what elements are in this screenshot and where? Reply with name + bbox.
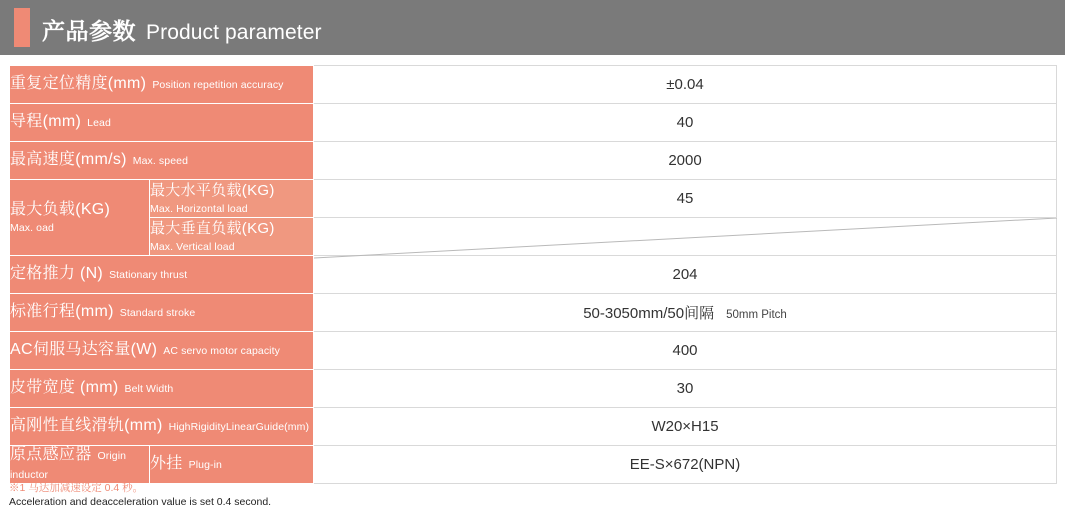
label-en: Stationary thrust: [109, 269, 188, 282]
section-header: [0, 0, 1065, 55]
table-row: [10, 256, 1057, 294]
table-row: [10, 66, 1057, 104]
sublabel-cn: 外挂: [150, 455, 183, 473]
row-label-plug-in: [150, 446, 314, 484]
row-value-stationary-thrust: 204: [314, 256, 1057, 294]
row-value-note: 50mm Pitch: [726, 309, 787, 321]
label-en: Position repetition accuracy: [152, 79, 284, 92]
label-cn: 最高速度(mm/s): [10, 151, 127, 169]
row-label-lead: [10, 104, 314, 142]
sublabel-en: Plug-in: [188, 459, 222, 472]
sublabel-cn: 最大垂直负载(KG): [150, 220, 275, 238]
row-value-max-speed: 2000: [314, 142, 1057, 180]
label-cn: 标准行程(mm): [10, 303, 114, 321]
table-row: [10, 142, 1057, 180]
row-value-max-horizontal-load: 45: [314, 180, 1057, 218]
table-row: [10, 218, 1057, 256]
label-cn: 最大负载(KG): [10, 201, 111, 219]
table-row: [10, 370, 1057, 408]
row-value-high-rigidity-linear-guide: W20×H15: [314, 408, 1057, 446]
label-en: Belt Width: [124, 383, 174, 396]
label-en: Max. oad: [10, 221, 54, 234]
label-cn: AC伺服马达容量(W): [10, 341, 158, 359]
label-cn: 皮带宽度 (mm): [10, 379, 119, 397]
label-cn: 定格推力 (N): [10, 265, 104, 283]
sublabel-en: Max. Vertical load: [150, 240, 235, 253]
row-value-ac-servo-motor-capacity: 400: [314, 332, 1057, 370]
sublabel-cn: 最大水平负载(KG): [150, 182, 275, 200]
row-value-standard-stroke: [314, 294, 1057, 332]
footnote-cn: ※1 马达加减速设定 0.4 秒。: [9, 482, 144, 494]
label-en: Max. speed: [132, 155, 189, 168]
table-row: [10, 180, 1057, 218]
label-cn: 重复定位精度(mm): [10, 75, 147, 93]
label-en: Lead: [87, 117, 111, 130]
sublabel-en: Max. Horizontal load: [150, 202, 248, 215]
label-cn: 高刚性直线滑轨(mm): [10, 417, 163, 435]
product-parameter-table: [9, 65, 1057, 484]
table-row: [10, 408, 1057, 446]
label-en: AC servo motor capacity: [163, 345, 280, 358]
diagonal-line-decoration: [314, 218, 1057, 260]
row-label-origin-inductor: [10, 446, 150, 484]
row-label-ac-servo-motor-capacity: [10, 332, 314, 370]
header-accent-bar: [14, 8, 30, 47]
row-label-max-vertical-load: [150, 218, 314, 256]
label-en: HighRigidityLinearGuide(mm): [168, 421, 310, 434]
row-label-stationary-thrust: [10, 256, 314, 294]
label-en: Standard stroke: [119, 307, 196, 320]
row-value-origin-inductor: EE-S×672(NPN): [314, 446, 1057, 484]
row-value-belt-width: 30: [314, 370, 1057, 408]
row-label-high-rigidity-linear-guide: [10, 408, 314, 446]
footnote: [9, 481, 271, 509]
page-title: [42, 13, 322, 46]
row-value-text: 50-3050mm/50间隔: [583, 305, 715, 322]
row-value-position-repetition-accuracy: ±0.04: [314, 66, 1057, 104]
page-title-cn: 产品参数: [42, 18, 136, 44]
table-row: [10, 104, 1057, 142]
label-en: Origin inductor: [10, 450, 127, 481]
row-label-max-horizontal-load: [150, 180, 314, 218]
row-label-position-repetition-accuracy: [10, 66, 314, 104]
row-label-belt-width: [10, 370, 314, 408]
page-title-en: Product parameter: [146, 21, 322, 44]
row-value-max-vertical-load: [314, 218, 1057, 256]
row-label-standard-stroke: [10, 294, 314, 332]
row-label-max-speed: [10, 142, 314, 180]
row-label-max-load: [10, 180, 150, 256]
table-row: [10, 332, 1057, 370]
label-cn: 导程(mm): [10, 113, 82, 131]
table-row: [10, 446, 1057, 484]
footnote-en: Acceleration and deacceleration value is set 0.4 second.: [9, 496, 272, 509]
row-value-lead: 40: [314, 104, 1057, 142]
label-cn: 原点感应器: [10, 446, 92, 464]
table-row: [10, 294, 1057, 332]
